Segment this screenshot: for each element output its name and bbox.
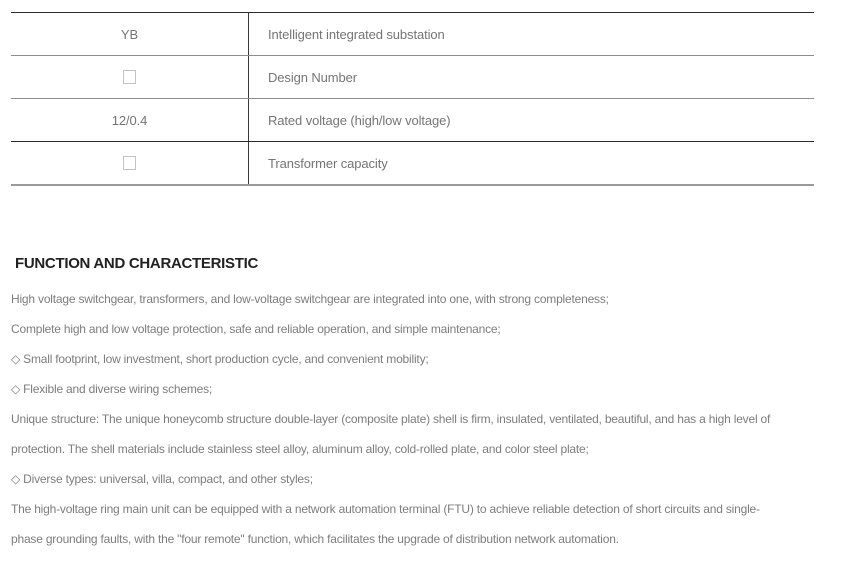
spec-label-cell: Rated voltage (high/low voltage) bbox=[268, 112, 451, 128]
table-row bbox=[11, 99, 814, 142]
feature-line: Unique structure: The unique honeycomb structure double-layer (composite plate) shell is firm, insulated, ventilated, beautiful, and has a high level of bbox=[11, 412, 771, 426]
spec-label-cell: Design Number bbox=[268, 69, 358, 85]
empty-checkbox bbox=[123, 70, 136, 84]
spec-label-cell: Transformer capacity bbox=[268, 155, 388, 171]
feature-line: protection. The shell materials include stainless steel alloy, aluminum alloy, cold-rolled plate, and color steel plate; bbox=[11, 442, 589, 456]
spec-label-cell: Intelligent integrated substation bbox=[268, 26, 445, 42]
feature-line: phase grounding faults, with the "four remote" function, which facilitates the upgrade of distribution network automation. bbox=[11, 532, 619, 546]
feature-line: The high-voltage ring main unit can be equipped with a network automation terminal (FTU) to achieve reliable detection of short circuits and single- bbox=[11, 502, 760, 516]
spec-table bbox=[11, 12, 814, 186]
feature-list bbox=[11, 284, 831, 554]
section-heading: FUNCTION AND CHARACTERISTIC bbox=[15, 255, 258, 272]
table-row bbox=[11, 56, 814, 99]
feature-line: ◇ Small footprint, low investment, short production cycle, and convenient mobility; bbox=[11, 352, 429, 366]
feature-line: ◇ Flexible and diverse wiring schemes; bbox=[11, 382, 213, 396]
table-row bbox=[11, 13, 814, 56]
spec-value: 12/0.4 bbox=[111, 112, 148, 128]
spec-value-cell bbox=[11, 142, 249, 184]
spec-value-cell bbox=[11, 56, 249, 98]
feature-line: Complete high and low voltage protection, safe and reliable operation, and simple maintenance; bbox=[11, 322, 501, 336]
spec-value: YB bbox=[120, 26, 139, 42]
spec-value-cell bbox=[11, 99, 249, 141]
feature-line: ◇ Diverse types: universal, villa, compact, and other styles; bbox=[11, 472, 313, 486]
feature-line: High voltage switchgear, transformers, and low-voltage switchgear are integrated into one, with strong completeness; bbox=[11, 292, 609, 306]
table-row bbox=[11, 142, 814, 186]
spec-value-cell bbox=[11, 13, 249, 55]
empty-checkbox bbox=[123, 156, 136, 170]
